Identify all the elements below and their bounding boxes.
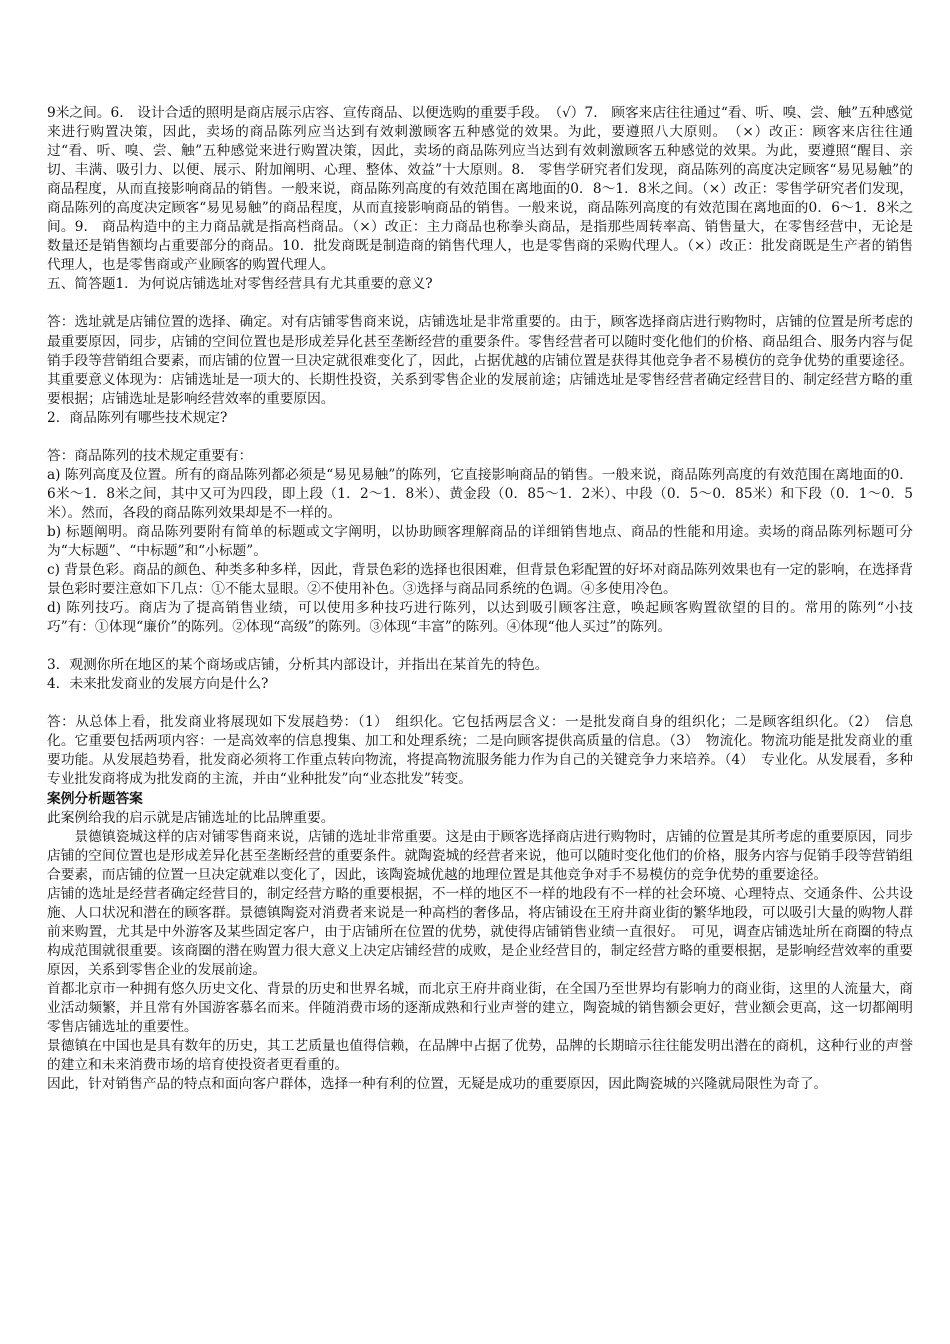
section-heading-short-answer: 五、简答题1．为何说店铺选址对零售经营具有尤其重要的意义? <box>47 276 433 293</box>
case-analysis-heading: 案例分析题答案 <box>47 790 143 807</box>
blank-line <box>47 694 913 713</box>
question-display-rules: 2．商品陈列有哪些技术规定? <box>47 409 228 426</box>
answer-item-b: b) 标题阐明。商品陈列要附有简单的标题或文字阐明，以协助顾客理解商品的详细销售地点、商品的性能和用途。卖场的商品陈列标题可分为“大标题”、“中标题”和“小标题”。 <box>47 523 913 559</box>
question-3: 3．观测你所在地区的某个商场或店铺，分析其内部设计，并指出在某首先的特色。 <box>47 657 549 674</box>
answer-item-a: a) 陈列高度及位置。所有的商品陈列都必须是“易见易触”的陈列，它直接影响商品的销售。一般来说，商品陈列高度的有效范围在离地面的0．6米～1．8米之间，其中又可为四段，即上段（1．2～1．8米）、黄金段（0．85～1．2米）、中段（0．5～0．85米）和下段（0．1～0．5米）。然而，各段的商品陈列效果却是不一样的。 <box>47 466 913 521</box>
answer-store-location: 答：选址就是店铺位置的选择、确定。对有店铺零售商来说，店铺选址是非常重要的。由于，顾客选择商店进行购物时，店铺的位置是所考虑的最重要原因，同步，店铺的空间位置也是形成差异化甚至垄断经营的重要条件。零售经营者可以随时变化他们的价格、商品组合、服务内容与促销手段等营销组合要素，而店铺的位置一旦决定就很难变化了，因此，占据优越的店铺位置是获得其他竞争者不易模仿的竞争优势的重要途径。其重要意义体现为：店铺选址是一项大的、长期性投资，关系到零售企业的发展前途；店铺选址是零售经营者确定经营目的、制定经营方略的重要根据；店铺选址是影响经营效率的重要原因。 <box>47 314 913 407</box>
case-paragraph-5: 景德镇在中国也是具有数年的历史，其工艺质量也值得信赖，在品牌中占据了优势，品牌的长期暗示往往能发明出潜在的商机，这种行业的声誉的建立和未来消费市场的培育使投资者更看重的。 <box>47 1038 913 1074</box>
answer-item-c: c) 背景色彩。商品的颜色、种类多种多样，因此，背景色彩的选择也很困难，但背景色彩配置的好坏对商品陈列效果也有一定的影响，在选择背景色彩时要注意如下几点：①不能太显眼。②不使用补色。③选择与商品同系统的色调。④多使用冷色。 <box>47 562 913 598</box>
case-paragraph-4: 首都北京市一种拥有悠久历史文化、背景的历史和世界名城，而北京王府井商业街，在全国乃至世界均有影响力的商业街，这里的人流量大，商业活动频繁，并且常有外国游客慕名而来。伴随消费市场的逐渐成熟和行业声誉的建立，陶瓷城的销售额会更好，营业额会更高，这一切都阐明零售店铺选址的重要性。 <box>47 980 913 1036</box>
case-paragraph-2: 景德镇瓷城这样的店对铺零售商来说，店铺的选址非常重要。这是由于顾客选择商店进行购物时，店铺的位置是其所考虑的重要原因，同步店铺的空间位置也是形成差异化甚至垄断经营的重要条件。就陶瓷城的经营者来说，他可以随时变化他们的价格，服务内容与促销手段等营销组合要素，而店铺的位置一旦决定就难以变化了，因此，该陶瓷城优越的地理位置是其他竞争对手不易模仿的竞争优势的重要途径。 <box>47 828 913 883</box>
blank-line <box>47 294 913 313</box>
blank-line <box>47 428 913 447</box>
answer-wholesale-trends: 答：从总体上看，批发商业将展现如下发展趋势：（1） 组织化。它包括两层含义：一是批发商自身的组织化；二是顾客组织化。（2） 信息化。它重要包括两项内容：一是高效率的信息搜集、加工和处理系统；二是向顾客提供高质量的信息。（3） 物流化。物流功能是批发商业的重要功能。从发展趋势看，批发商必须将工作重点转向物流，将提高物流服务能力作为自己的关键竞争力来培养。（4） 专业化。从发展看，多种专业批发商将成为批发商的主流，并由“业种批发”向“业态批发”转变。 <box>47 714 913 788</box>
answer-item-d: d) 陈列技巧。商店为了提高销售业绩，可以使用多种技巧进行陈列，以达到吸引顾客注意，唤起顾客购置欲望的目的。常用的陈列“小技巧”有：①体现“廉价”的陈列。②体现“高级”的陈列。③体现“丰富”的陈列。④体现“他人买过”的陈列。 <box>47 600 913 636</box>
answer-display-rules-intro: 答：商品陈列的技术规定重要有： <box>47 447 253 464</box>
case-paragraph-1: 此案例给我的启示就是店铺选址的比品牌重要。 <box>47 809 335 826</box>
question-4: 4．未来批发商业的发展方向是什么? <box>47 676 269 693</box>
case-paragraph-3: 店铺的选址是经营者确定经营目的，制定经营方略的重要根据，不一样的地区不一样的地段有不一样的社会环境、心理特点、交通条件、公共设施、人口状况和潜在的顾客群。景德镇陶瓷对消费者来说是一种高档的奢侈品，将店铺设在王府井商业街的繁华地段，可以吸引大量的购物人群前来购置，尤其是中外游客及某些固定客户，由于店铺所在位置的优势，就使得店铺销售业绩一直很好。 可见，调查店铺选址所在商圈的特点构成范围就很重要。该商圈的潜在购置力很大意义上决定店铺经营的成败，是企业经营目的，制定经营方略的重要根据，是影响经营效率的重要原因，关系到零售企业的发展前途。 <box>47 885 913 978</box>
paragraph-judgement-answers: 9米之间。6. 设计合适的照明是商店展示店容、宣传商品、以便选购的重要手段。 （√）7. 顾客来店往往通过“看、听、嗅、尝、触”五种感觉来进行购置决策，因此，卖场的商品陈列应当达到有效刺激顾客五种感觉的效果。为此，要遵照八大原则。 （×）改正：顾客来店往往通过“看、听、嗅、尝、触”五种感觉来进行购置决策，因此，卖场的商品陈列应当达到有效刺激顾客五种感觉的效果。为此，要遵照“醒目、亲切、丰满、吸引力、以便、展示、附加阐明、心理、整体、效益”十大原则。8. 零售学研究者们发现，商品陈列的高度决定顾客“易见易触”的商品程度，从而直接影响商品的销售。一般来说，商品陈列高度的有效范围在离地面的0．8～1．8米之间。（×）改正：零售学研究者们发现，商品陈列的高度决定顾客“易见易触”的商品程度，从而直接影响商品的销售。一般来说，商品陈列高度的有效范围在离地面的0．6～1．8米之间。9. 商品构造中的主力商品就是指高档商品。（×）改正：主力商品也称拳头商品，是指那些周转率高、销售量大，在零售经营中，无论是数量还是销售额均占重要部分的商品。10．批发商既是制造商的销售代理人，也是零售商的采购代理人。（×）改正：批发商既是生产者的销售代理人，也是零售商或产业顾客的购置代理人。 <box>47 105 913 274</box>
blank-line <box>47 637 913 656</box>
document-body <box>47 104 913 1094</box>
case-paragraph-6: 因此，针对销售产品的特点和面向客户群体，选择一种有利的位置，无疑是成功的重要原因，因此陶瓷城的兴隆就局限性为奇了。 <box>47 1076 828 1093</box>
